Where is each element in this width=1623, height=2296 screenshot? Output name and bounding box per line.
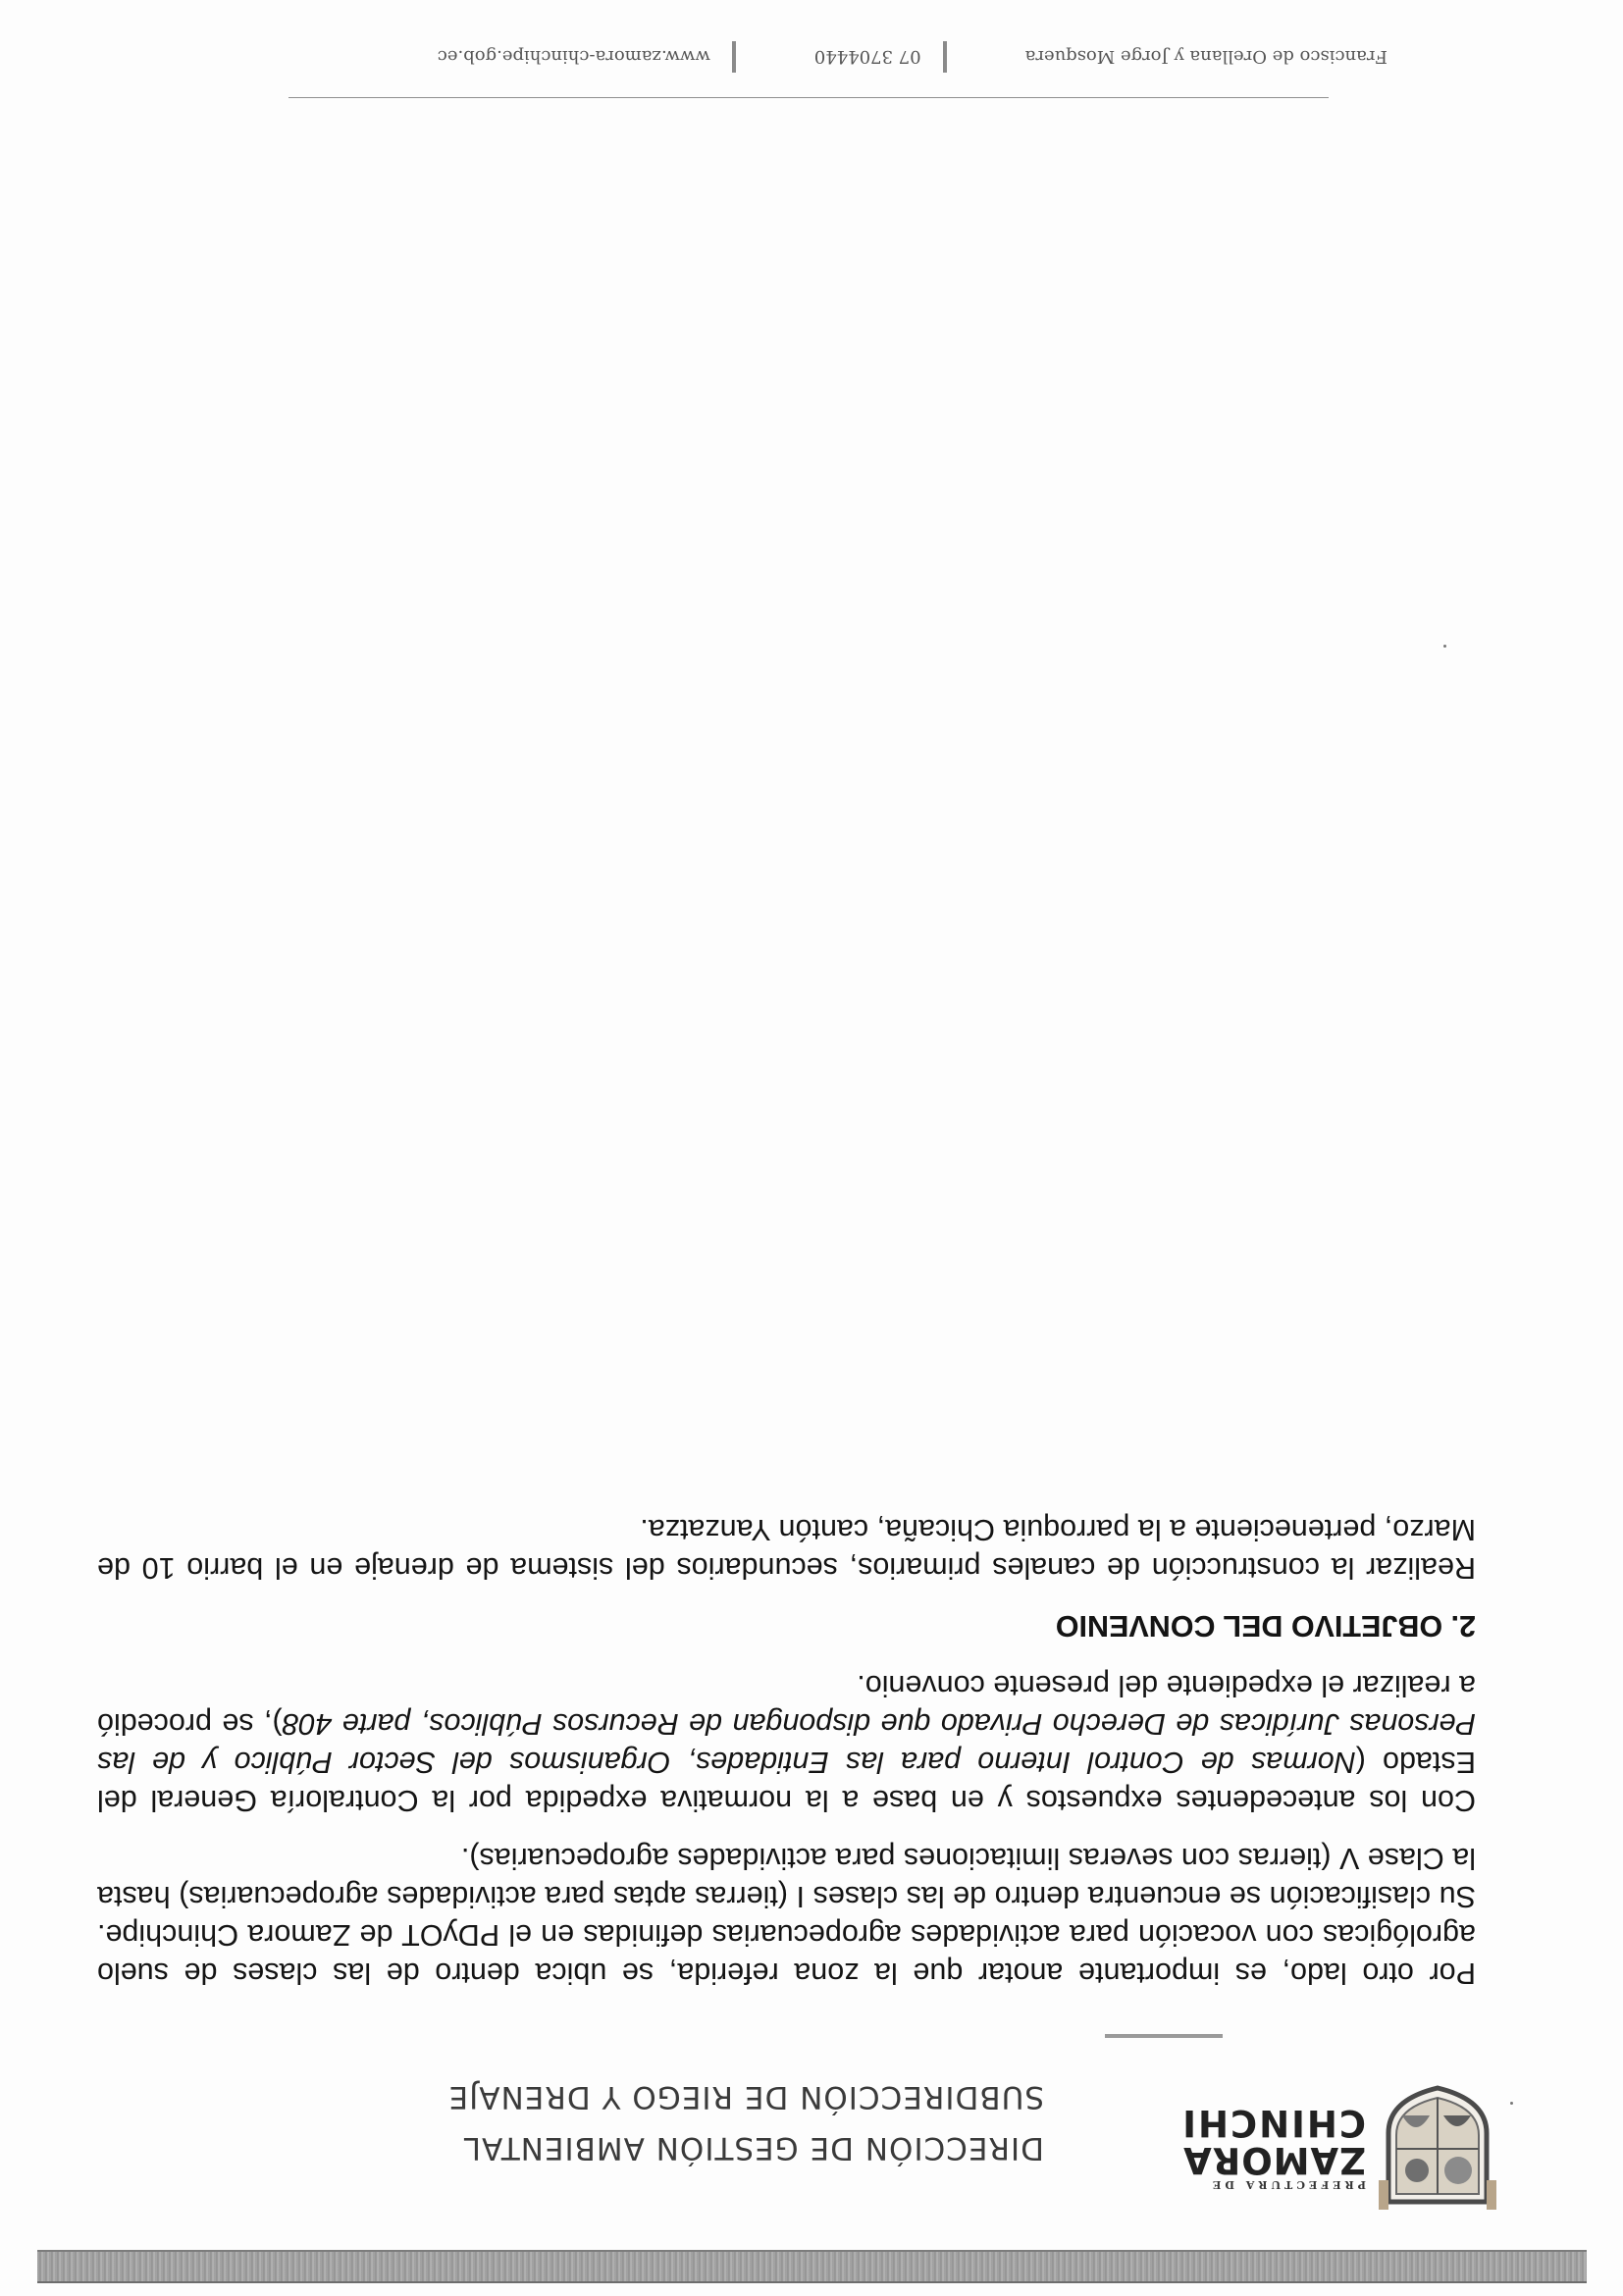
footer: [230, 37, 1387, 77]
department-titles: [357, 2071, 1044, 2173]
footer-address: Francisco de Orellana y Jorge Mosquera: [1024, 46, 1387, 68]
prefecture-logo-text: [1180, 2102, 1366, 2191]
legal-norm-reference: Normas de Control Interno para las Entidades, Organismos del Sector Público y de las Personas Jurídicas de Derecho Privado que dispongan de Recursos Públicos, parte 408: [97, 1707, 1476, 1779]
footer-website: www.zamora-chinchipe.gob.ec: [437, 46, 710, 68]
footer-phone: 07 3704440: [813, 46, 921, 68]
section-heading-objective: 2. OBJETIVO DEL CONVENIO: [1055, 1609, 1476, 1643]
department-title: DIRECCIÓN DE GESTIÓN AMBIENTAL: [462, 2130, 1044, 2166]
paragraph-soil-classification: Por otro lado, es importante anotar que la zona referida, se ubica dentro de las clases de suelo agrológicas con vocación para actividades agropecuarias definidas en el PDyOT de Zamora Chinchipe. Su clasificación se encuentra dentro de las clases I (tierras aptas para actividades agropecuarias) hasta la Clase V (tierras con severas limitaciones para actividades agropecuarias).: [97, 1842, 1476, 1990]
header-rule: [1105, 2034, 1223, 2038]
paragraph-objective: Realizar la construcción de canales primarios, secundarios del sistema de drenaje en el barrio 10 de Marzo, perteneciente a la parroquia Chicaña, cantón Yanzatza.: [97, 1513, 1476, 1585]
prefecture-emblem-icon: [1375, 2084, 1500, 2210]
footer-divider: [288, 97, 1329, 98]
logo-word-chinchi: CHINCHI: [1180, 2102, 1366, 2144]
scan-speck: [1510, 2102, 1513, 2105]
footer-separator: [943, 41, 947, 73]
legal-basis-text-start: Con los antecedentes expuestos y en base a la normativa expedida por la Contraloría General del Estado (: [97, 1746, 1476, 1817]
scan-speck: [1443, 645, 1446, 648]
footer-separator: [732, 41, 736, 73]
paragraph-legal-basis: [97, 1666, 1476, 1819]
logo-prefix: PREFECTURA DE: [1209, 2178, 1366, 2191]
letterhead: [0, 2070, 1623, 2296]
document-body: [97, 1490, 1476, 1992]
subdepartment-title: SUBDIRECCIÓN DE RIEGO Y DRENAJE: [447, 2079, 1044, 2114]
logo-word-zamora: ZAMORA: [1182, 2139, 1366, 2181]
legal-basis-text-end: ), se procedió a realizar el expediente del presente convenio.: [97, 1669, 1476, 1741]
